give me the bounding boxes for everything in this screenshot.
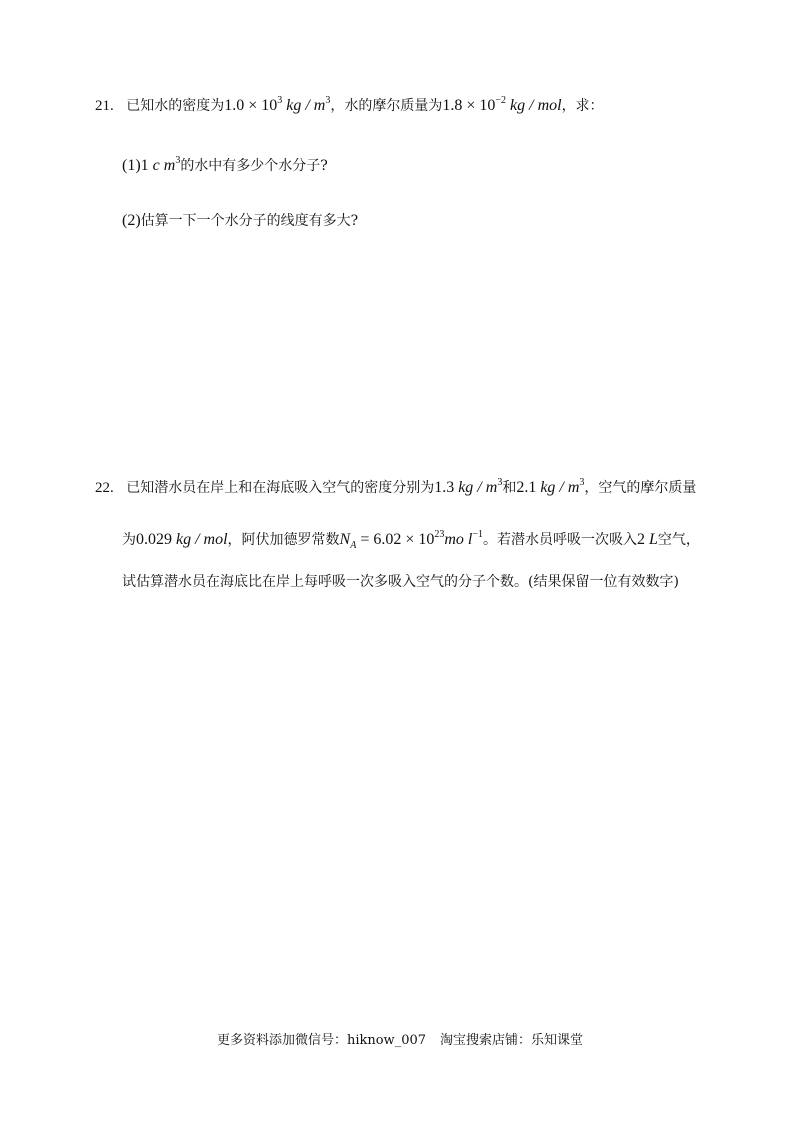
- q21-sub2-text: 估算一下一个水分子的线度有多大?: [140, 213, 359, 229]
- q21-density: $1.0 \times 10^3$ kg / $m^3$: [224, 95, 331, 114]
- q22-line1-b: 和: [502, 480, 517, 496]
- q22-line1-a: 已知潜水员在岸上和在海底吸入空气的密度分别为: [126, 480, 435, 496]
- q21-sub2-label: (2): [122, 212, 141, 229]
- q21-number: 21.: [95, 98, 114, 114]
- q21-line: [95, 96, 604, 116]
- q21-sub2: [122, 211, 358, 231]
- q21-sub1-text: 的水中有多少个水分子?: [180, 158, 328, 174]
- q22-density-shore: 1.3 kg / $m^3$: [434, 477, 503, 496]
- q21-sub1-label: (1): [122, 157, 141, 174]
- q21-molar: $1.8 \times 10^{-2}$ kg / mol: [442, 95, 562, 114]
- q22-volume: 2 L: [637, 531, 658, 548]
- q22-density-sea: 2.1 kg / $m^3$: [516, 477, 585, 496]
- footer-taobao: 淘宝搜索店铺：乐知课堂: [440, 1033, 584, 1048]
- q21-text-b: ，水的摩尔质量为: [330, 98, 443, 114]
- q22-molar: 0.029 kg / mol: [136, 531, 228, 548]
- q21-text-a: 已知水的密度为: [126, 98, 225, 114]
- q21-sub1-volume: 1 c $m^3$: [140, 155, 181, 174]
- q21-sub1: [122, 156, 328, 176]
- q22-line2-a: 为: [122, 532, 136, 548]
- q22-avogadro: $N_A = 6.02 \times 10^{23}mo$ $l^{-1}$: [339, 529, 484, 551]
- q22-line2-d: 空气，: [657, 532, 700, 548]
- footer-wechat: 更多资料添加微信号：hiknow_007: [216, 1033, 427, 1048]
- q21-text-c: ，求：: [561, 98, 604, 114]
- q22-line1: [95, 478, 696, 498]
- q22-line2-c: 。若潜水员呼吸一次吸入: [483, 532, 638, 548]
- q22-line2-b: ，阿伏加德罗常数: [227, 532, 340, 548]
- q22-line1-c: ，空气的摩尔质量: [584, 480, 697, 496]
- page-footer: [0, 1032, 800, 1050]
- q22-number: 22.: [95, 480, 114, 496]
- q22-line3-text: 试估算潜水员在海底比在岸上每呼吸一次多吸入空气的分子个数。(结果保留一位有效数字): [122, 574, 679, 590]
- q22-line3: [122, 572, 679, 592]
- q22-line2: [122, 530, 700, 550]
